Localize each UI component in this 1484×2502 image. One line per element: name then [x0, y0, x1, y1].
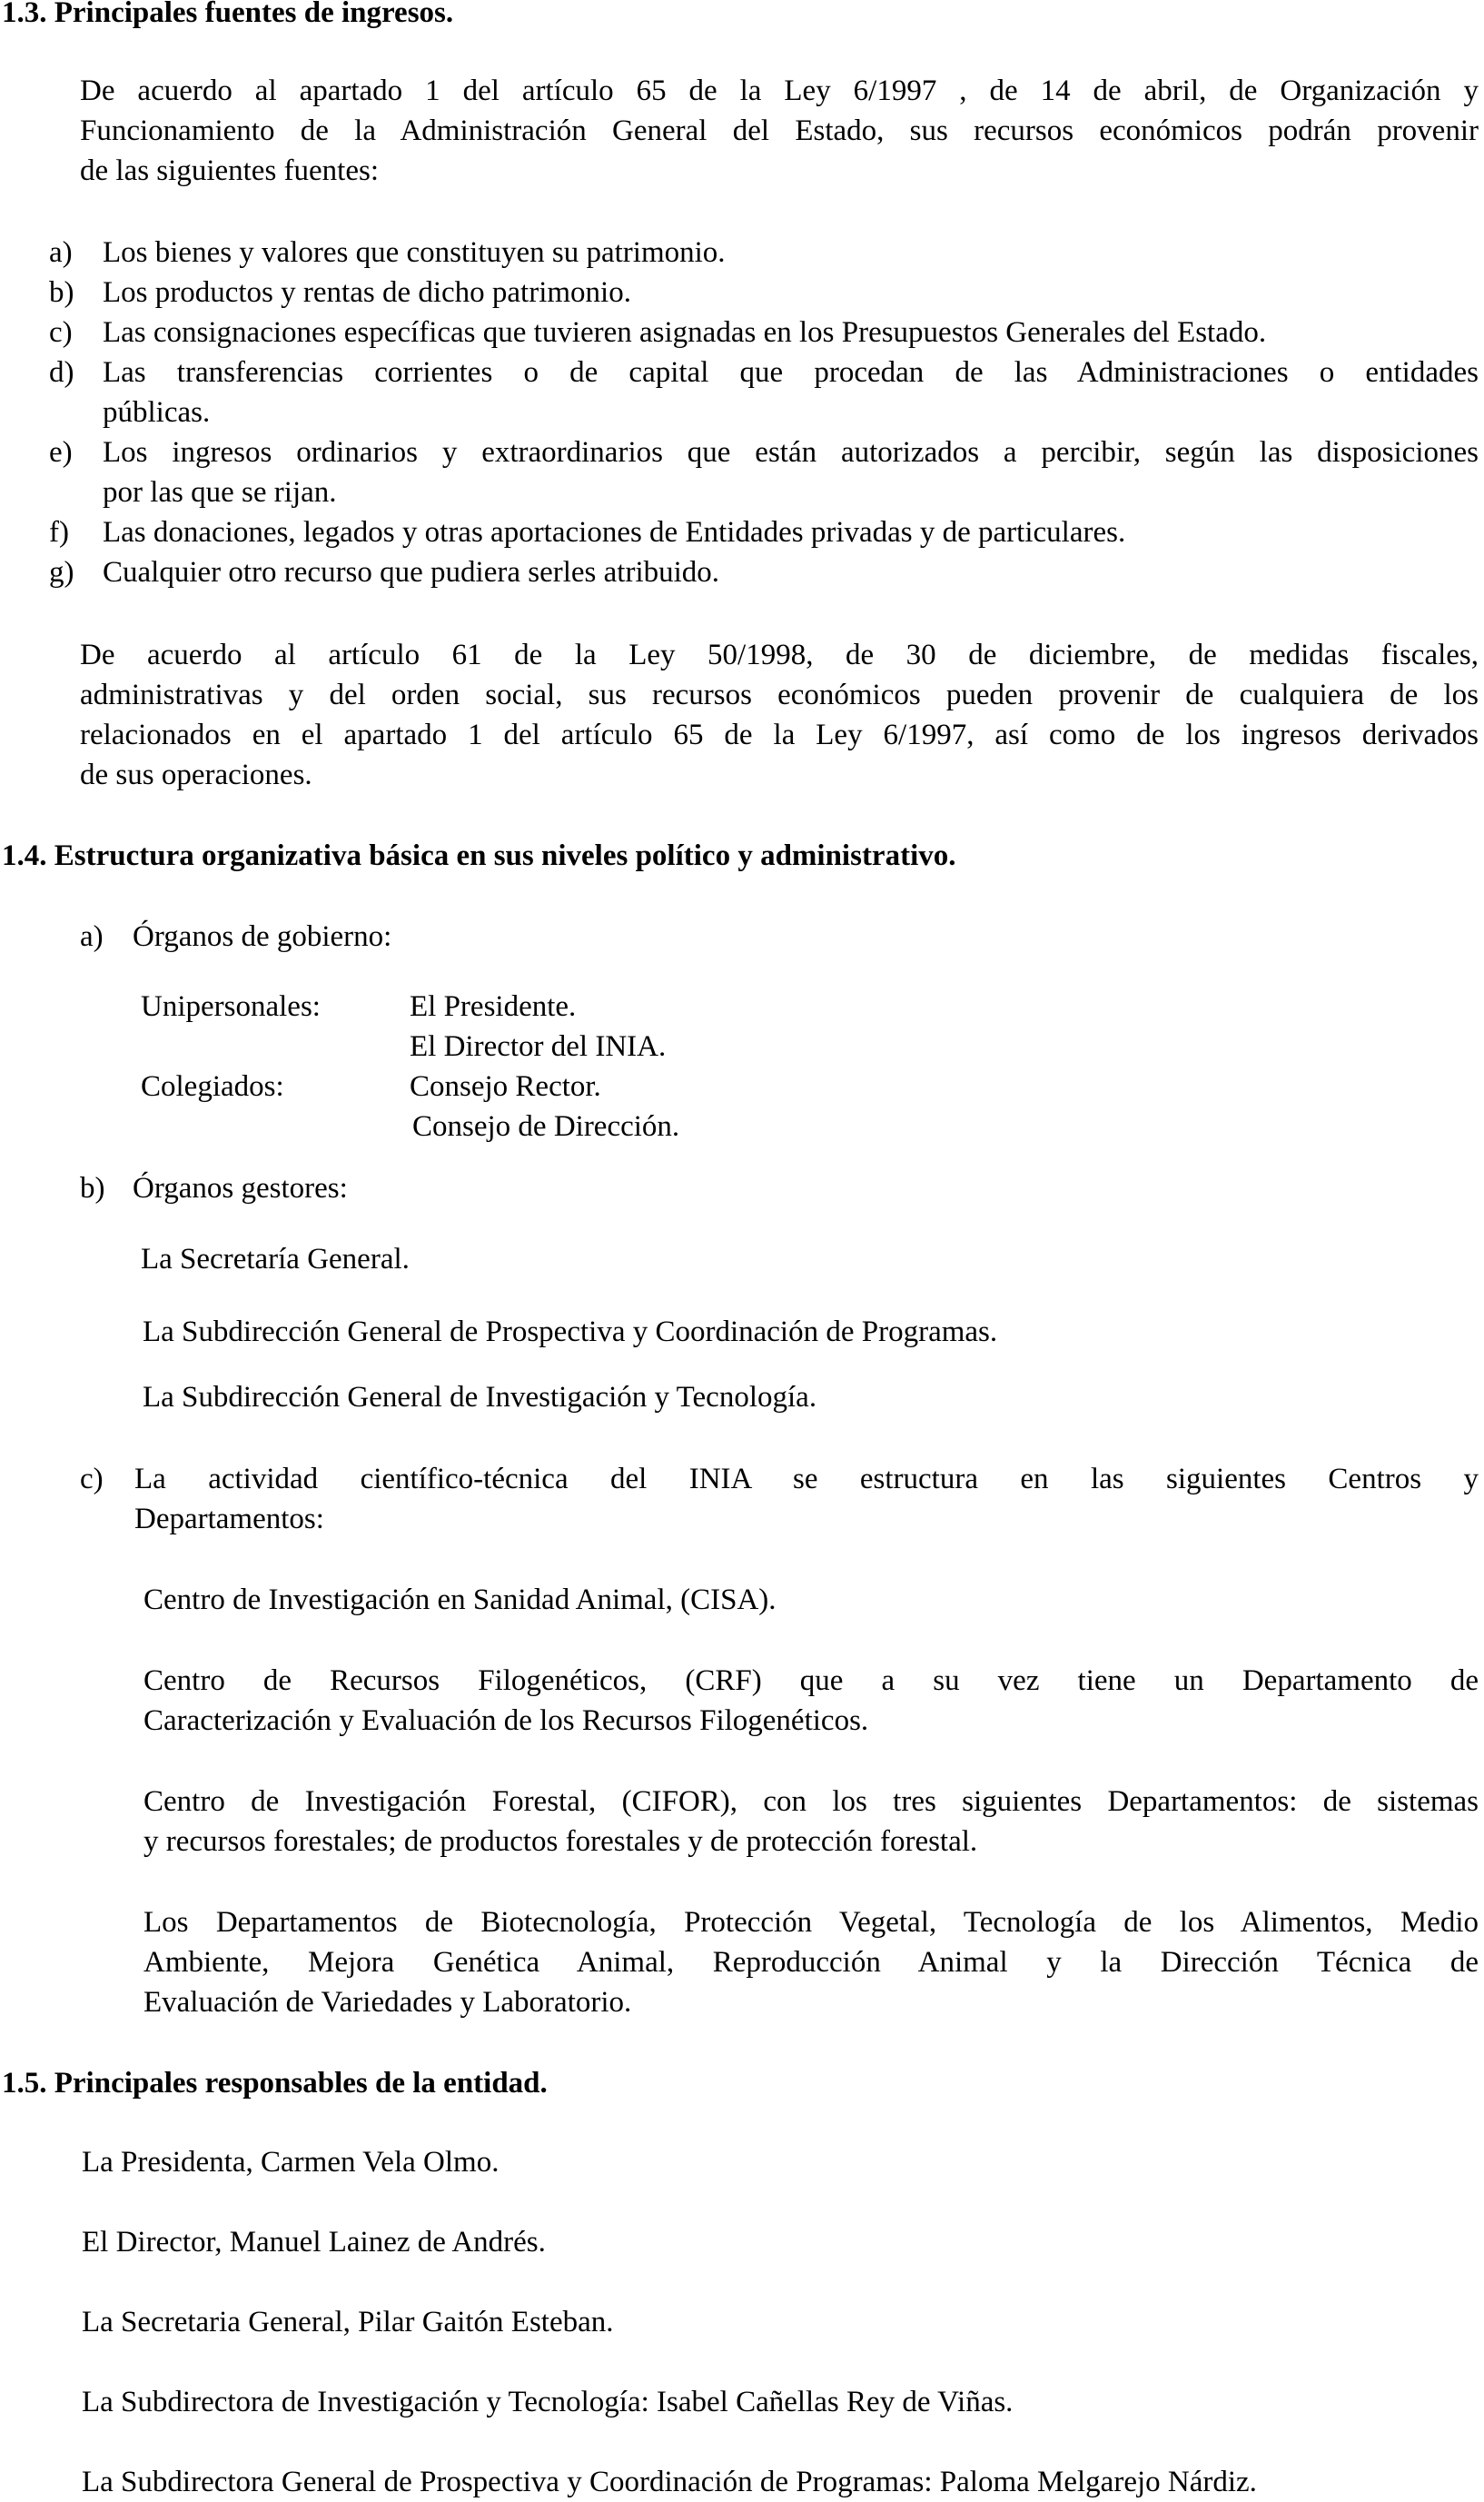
list-marker: c) [80, 1463, 104, 1495]
list-marker: d) [49, 356, 74, 389]
paragraph-line: de las siguientes fuentes: [80, 154, 380, 187]
organ-entry: La Subdirección General de Prospectiva y Coordinación de Programas. [143, 1316, 998, 1348]
list-item: Los ingresos ordinarios y extraordinarios que están autorizados a percibir, según las disposiciones [103, 436, 1479, 469]
responsible-person: La Subdirectora General de Prospectiva y Coordinación de Programas: Paloma Melgarejo Nárdiz. [82, 2466, 1257, 2498]
organ-type-label: Unipersonales: [141, 990, 321, 1023]
centro-entry: Centro de Investigación Forestal, (CIFOR), con los tres siguientes Departamentos: de sistemas [143, 1785, 1479, 1818]
list-marker: a) [49, 236, 73, 269]
section-heading-1-4: 1.4. Estructura organizativa básica en sus niveles político y administrativo. [2, 839, 956, 872]
section-heading-1-3: 1.3. Principales fuentes de ingresos. [2, 0, 454, 29]
organ-value: El Director del INIA. [410, 1030, 667, 1063]
subsection-title: Órganos de gobierno: [133, 920, 392, 953]
paragraph-line: De acuerdo al artículo 61 de la Ley 50/1998, de 30 de diciembre, de medidas fiscales, [80, 639, 1479, 671]
list-item: públicas. [103, 396, 211, 429]
responsible-person: La Presidenta, Carmen Vela Olmo. [82, 2146, 500, 2179]
list-marker: g) [49, 556, 74, 589]
organ-value: Consejo de Dirección. [412, 1110, 680, 1143]
responsible-person: El Director, Manuel Lainez de Andrés. [82, 2226, 546, 2259]
centro-entry: Centro de Recursos Filogenéticos, (CRF) que a su vez tiene un Departamento de [143, 1664, 1479, 1697]
subsection-title: Órganos gestores: [133, 1172, 348, 1205]
responsible-person: La Subdirectora de Investigación y Tecnología: Isabel Cañellas Rey de Viñas. [82, 2386, 1014, 2418]
list-item: Las donaciones, legados y otras aportaciones de Entidades privadas y de particulares. [103, 516, 1126, 549]
list-marker: c) [49, 316, 73, 349]
list-item: Los productos y rentas de dicho patrimonio. [103, 276, 631, 309]
list-item: Las consignaciones específicas que tuvieren asignadas en los Presupuestos Generales del Estado. [103, 316, 1267, 349]
list-item: Los bienes y valores que constituyen su patrimonio. [103, 236, 726, 269]
organ-entry: La Subdirección General de Investigación y Tecnología. [143, 1381, 817, 1414]
list-marker: f) [49, 516, 69, 549]
paragraph-line: De acuerdo al apartado 1 del artículo 65 de la Ley 6/1997 , de 14 de abril, de Organización y [80, 74, 1479, 107]
list-marker: e) [49, 436, 73, 469]
list-item: Las transferencias corrientes o de capital que procedan de las Administraciones o entidades [103, 356, 1479, 389]
centro-entry: y recursos forestales; de productos forestales y de protección forestal. [143, 1825, 978, 1858]
list-item: Cualquier otro recurso que pudiera serles atribuido. [103, 556, 720, 589]
organ-entry: La Secretaría General. [141, 1243, 410, 1276]
paragraph-line: de sus operaciones. [80, 759, 312, 791]
list-marker: b) [80, 1172, 105, 1205]
paragraph-line: Departamentos: [134, 1503, 324, 1535]
responsible-person: La Secretaria General, Pilar Gaitón Esteban. [82, 2306, 614, 2338]
paragraph-line: La actividad científico-técnica del INIA se estructura en las siguientes Centros y [134, 1463, 1479, 1495]
paragraph-line: relacionados en el apartado 1 del artículo 65 de la Ley 6/1997, así como de los ingresos derivados [80, 719, 1479, 751]
organ-type-label: Colegiados: [141, 1070, 284, 1103]
list-marker: b) [49, 276, 74, 309]
centro-entry: Caracterización y Evaluación de los Recursos Filogenéticos. [143, 1704, 869, 1737]
paragraph-line: administrativas y del orden social, sus recursos económicos pueden provenir de cualquiera de los [80, 679, 1479, 711]
centro-entry: Los Departamentos de Biotecnología, Protección Vegetal, Tecnología de los Alimentos, Medio [143, 1906, 1479, 1939]
centro-entry: Evaluación de Variedades y Laboratorio. [143, 1986, 632, 2019]
organ-value: Consejo Rector. [410, 1070, 601, 1103]
list-marker: a) [80, 920, 104, 953]
centro-entry: Centro de Investigación en Sanidad Animal, (CISA). [143, 1584, 777, 1616]
organ-value: El Presidente. [410, 990, 577, 1023]
list-item: por las que se rijan. [103, 476, 337, 509]
section-heading-1-5: 1.5. Principales responsables de la entidad. [2, 2067, 548, 2100]
centro-entry: Ambiente, Mejora Genética Animal, Reproducción Animal y la Dirección Técnica de [143, 1946, 1479, 1979]
paragraph-line: Funcionamiento de la Administración General del Estado, sus recursos económicos podrán provenir [80, 114, 1479, 147]
